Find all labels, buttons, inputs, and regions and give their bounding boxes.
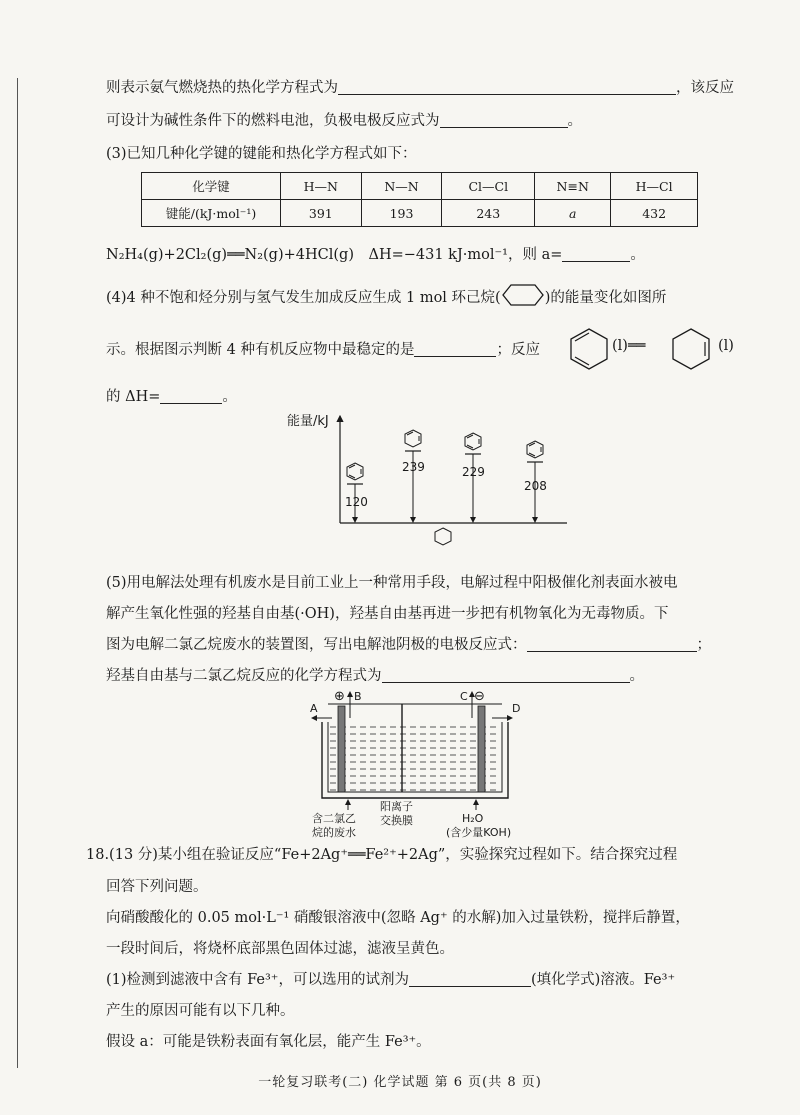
energy-value-label: 239 [402, 460, 425, 474]
energy-value-label: 120 [345, 495, 368, 509]
table-row [142, 200, 698, 227]
answer-blank[interactable] [440, 112, 568, 128]
q18-line-4: 一段时间后，将烧杯底部黑色固体过滤，滤液呈黄色。 [106, 941, 454, 957]
q17-part5-line-3: 图为电解二氯乙烷废水的装置图，写出电解池阴极的电极反应式： ； [106, 637, 711, 653]
left-inlet-label-2: 烷的废水 [312, 826, 356, 839]
table-cell: a [535, 200, 611, 227]
table-row [142, 173, 698, 200]
q17-part5-line-1: (5)用电解法处理有机废水是目前工业上一种常用手段，电解过程中阳极催化剂表面水被电 [106, 575, 678, 591]
answer-blank[interactable] [409, 971, 531, 987]
energy-axis-label: 能量/kJ [287, 414, 329, 429]
reaction-arrow-label: (l)══ [612, 338, 646, 354]
product-state-label: (l) [718, 338, 734, 354]
membrane-label-2: 交换膜 [380, 814, 413, 827]
q17-part5-line-4: 羟基自由基与二氯乙烷反应的化学方程式为 。 [106, 668, 644, 684]
energy-value-label: 229 [462, 465, 485, 479]
table-cell: 432 [611, 200, 698, 227]
table-cell: N≡N [535, 173, 611, 200]
answer-blank[interactable] [338, 79, 676, 95]
page-footer: 一轮复习联考(二) 化学试题 第 6 页(共 8 页) [258, 1075, 542, 1090]
q18-line-7: 假设 a：可能是铁粉表面有氧化层，能产生 Fe³⁺。 [106, 1034, 431, 1050]
outlet-A: A [310, 702, 318, 715]
q18-line-5: (1)检测到滤液中含有 Fe³⁺，可以选用的试剂为 (填化学式)溶液。Fe³⁺ [106, 972, 676, 988]
energy-level-4 [524, 441, 547, 522]
cyclohexane-product-icon [435, 528, 451, 545]
answer-blank[interactable] [562, 246, 630, 262]
q18-line-2: 回答下列问题。 [106, 879, 208, 895]
q18-line-3: 向硝酸酸化的 0.05 mol·L⁻¹ 硝酸银溶液中(忽略 Ag⁺ 的水解)加入过量铁粉，搅拌后静置， [106, 910, 690, 926]
answer-blank[interactable] [527, 636, 697, 652]
q17-part3-intro: (3)已知几种化学键的键能和热化学方程式如下： [106, 146, 417, 162]
q17-part4-line-2: 示。根据图示判断 4 种有机反应物中最稳定的是 ；反应 [106, 342, 540, 358]
electrolyte [330, 726, 500, 793]
energy-level-1 [345, 463, 368, 522]
cyclohexene-icon [668, 327, 714, 369]
q17-part4-line-3: 的 ΔH= 。 [106, 389, 237, 405]
membrane-label-1: 阳离子 [380, 800, 413, 813]
cyclohexane-icon [501, 283, 545, 303]
outlet-B: B [354, 690, 362, 703]
anode [338, 706, 345, 792]
electrolysis-cell-diagram [300, 688, 530, 838]
table-cell: 243 [442, 200, 535, 227]
right-inlet-label-2: (含少量KOH) [446, 826, 512, 839]
energy-value-label: 208 [524, 479, 547, 493]
q17-part4-line-1: (4)4 种不饱和烃分别与氢气发生加成反应生成 1 mol 环己烷( )的能量变化如图所 [106, 283, 666, 307]
anode-plus-sign: ⊕ [334, 689, 345, 704]
table-header-label: 化学键 [142, 173, 281, 200]
outlet-D: D [512, 702, 521, 715]
answer-blank[interactable] [414, 341, 496, 357]
outlet-C: C [460, 690, 468, 703]
table-cell: N—N [361, 173, 442, 200]
cathode [478, 706, 485, 792]
q17-line-2: 可设计为碱性条件下的燃料电池，负极电极反应式为 。 [106, 113, 582, 129]
margin-rule [17, 78, 18, 1068]
table-cell: H—Cl [611, 173, 698, 200]
q18-line-6: 产生的原因可能有以下几种。 [106, 1003, 295, 1019]
left-inlet-label-1: 含二氯乙 [312, 812, 356, 825]
right-inlet-label-1: H₂O [462, 812, 484, 825]
thermo-equation: N₂H₄(g)+2Cl₂(g)══N₂(g)+4HCl(g) ΔH=−431 kJ·mol⁻¹，则 a= 。 [106, 247, 645, 263]
q17-part5-line-2: 解产生氧化性强的羟基自由基(·OH)，羟基自由基再进一步把有机物氧化为无毒物质。下 [106, 606, 669, 622]
table-cell: 391 [281, 200, 362, 227]
table-cell: H—N [281, 173, 362, 200]
energy-level-2 [402, 430, 425, 522]
energy-diagram [285, 408, 585, 558]
energy-level-3 [462, 433, 485, 522]
answer-blank[interactable] [160, 388, 222, 404]
q17-line-1: 则表示氨气燃烧热的热化学方程式为 ，该反应 [106, 80, 734, 96]
cathode-minus-sign: ⊖ [474, 689, 485, 704]
table-cell: Cl—Cl [442, 173, 535, 200]
cyclohexadiene-icon [566, 327, 612, 369]
q18-line-1: 18.(13 分)某小组在验证反应“Fe+2Ag⁺══Fe²⁺+2Ag”，实验探究过程如下。结合探究过程 [86, 847, 678, 863]
bond-energy-table [141, 172, 698, 227]
table-cell: 193 [361, 200, 442, 227]
table-row-label: 键能/(kJ·mol⁻¹) [142, 200, 281, 227]
answer-blank[interactable] [382, 667, 630, 683]
